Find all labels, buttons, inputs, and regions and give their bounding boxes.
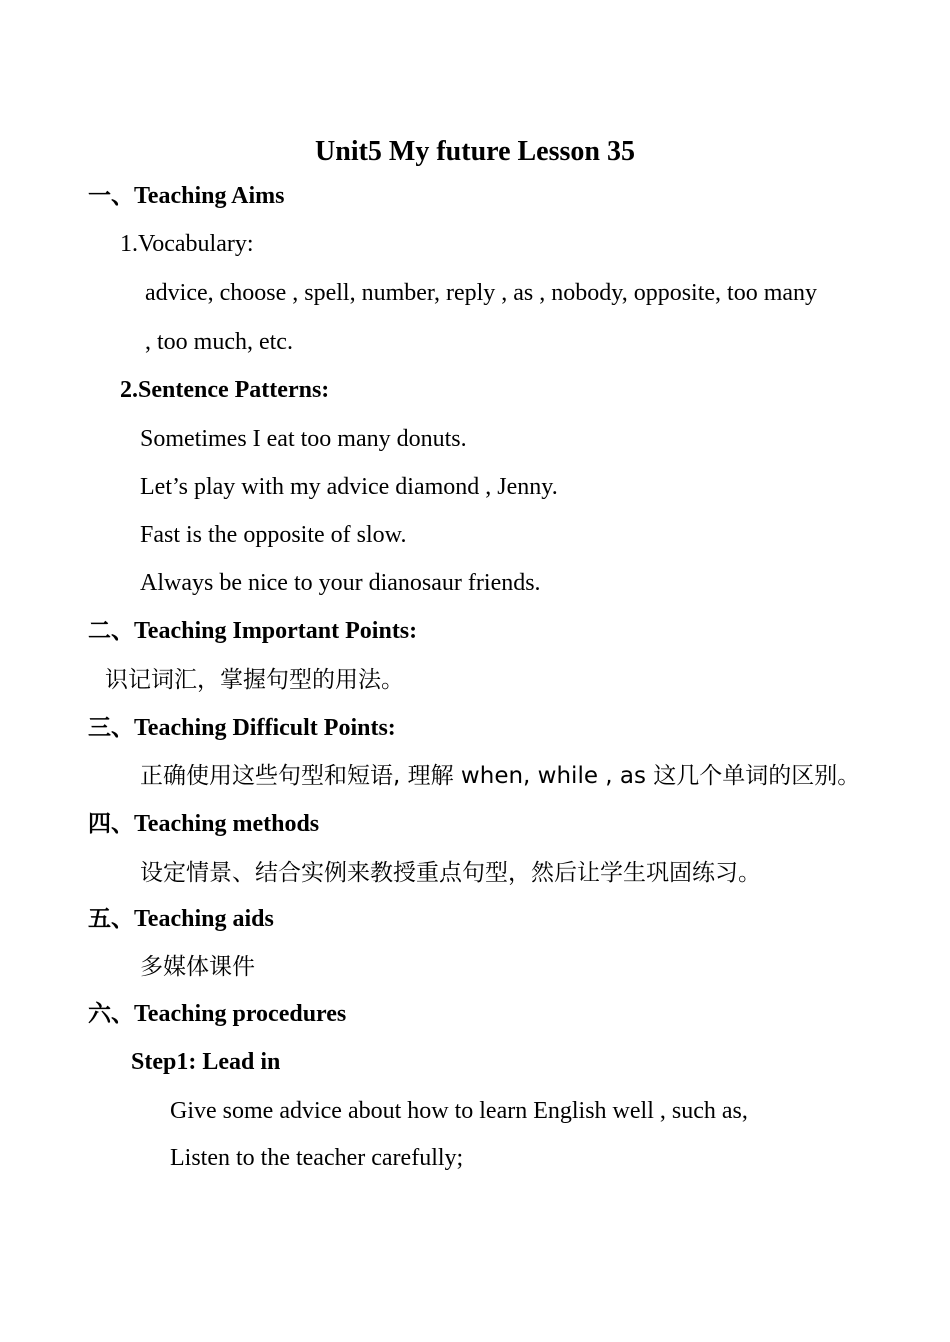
sentence-pattern-4: Always be nice to your dianosaur friends. — [140, 570, 541, 596]
important-points-body: 识记词汇，掌握句型的用法。 — [105, 667, 404, 693]
step1-heading: Step1: Lead in — [131, 1049, 281, 1075]
section-marker: 三、 — [88, 715, 134, 741]
vocabulary-line-1: advice, choose , spell, number, reply , as , nobody, opposite, too many — [145, 280, 818, 306]
section-heading-teaching-procedures — [88, 999, 346, 1029]
section-marker: 二、 — [88, 618, 134, 644]
sentence-pattern-2: Let’s play with my advice diamond , Jenny. — [140, 474, 558, 500]
section-heading-text: Teaching methods — [134, 811, 320, 837]
vocabulary-line-2: , too much, etc. — [145, 329, 293, 355]
section-heading-teaching-methods — [88, 809, 319, 839]
section-heading-teaching-aids — [88, 904, 274, 934]
document-title: Unit5 My future Lesson 35 — [315, 136, 635, 167]
teaching-methods-body: 设定情景、结合实例来教授重点句型，然后让学生巩固练习。 — [140, 860, 761, 886]
vocabulary-heading: 1.Vocabulary: — [120, 231, 254, 257]
section-marker: 一、 — [88, 183, 134, 209]
section-heading-text: Teaching Difficult Points: — [134, 715, 396, 741]
sentence-pattern-3: Fast is the opposite of slow. — [140, 522, 407, 548]
section-heading-teaching-aims — [88, 181, 284, 211]
section-heading-text: Teaching aids — [134, 906, 274, 932]
sentence-patterns-heading: 2.Sentence Patterns: — [120, 377, 330, 403]
step1-line-2: Listen to the teacher carefully; — [170, 1145, 464, 1171]
section-heading-text: Teaching Important Points: — [134, 618, 418, 644]
section-marker: 四、 — [88, 811, 134, 837]
sentence-pattern-1: Sometimes I eat too many donuts. — [140, 426, 467, 452]
section-heading-text: Teaching Aims — [134, 183, 285, 209]
section-heading-important-points — [88, 616, 417, 646]
step1-line-1: Give some advice about how to learn English well , such as, — [170, 1098, 748, 1124]
teaching-aids-body: 多媒体课件 — [140, 954, 255, 980]
section-marker: 五、 — [88, 906, 134, 932]
section-heading-difficult-points — [88, 713, 396, 743]
difficult-points-body: 正确使用这些句型和短语, 理解 when, while , as 这几个单词的区别。 — [140, 763, 861, 789]
section-marker: 六、 — [88, 1001, 134, 1027]
section-heading-text: Teaching procedures — [134, 1001, 347, 1027]
